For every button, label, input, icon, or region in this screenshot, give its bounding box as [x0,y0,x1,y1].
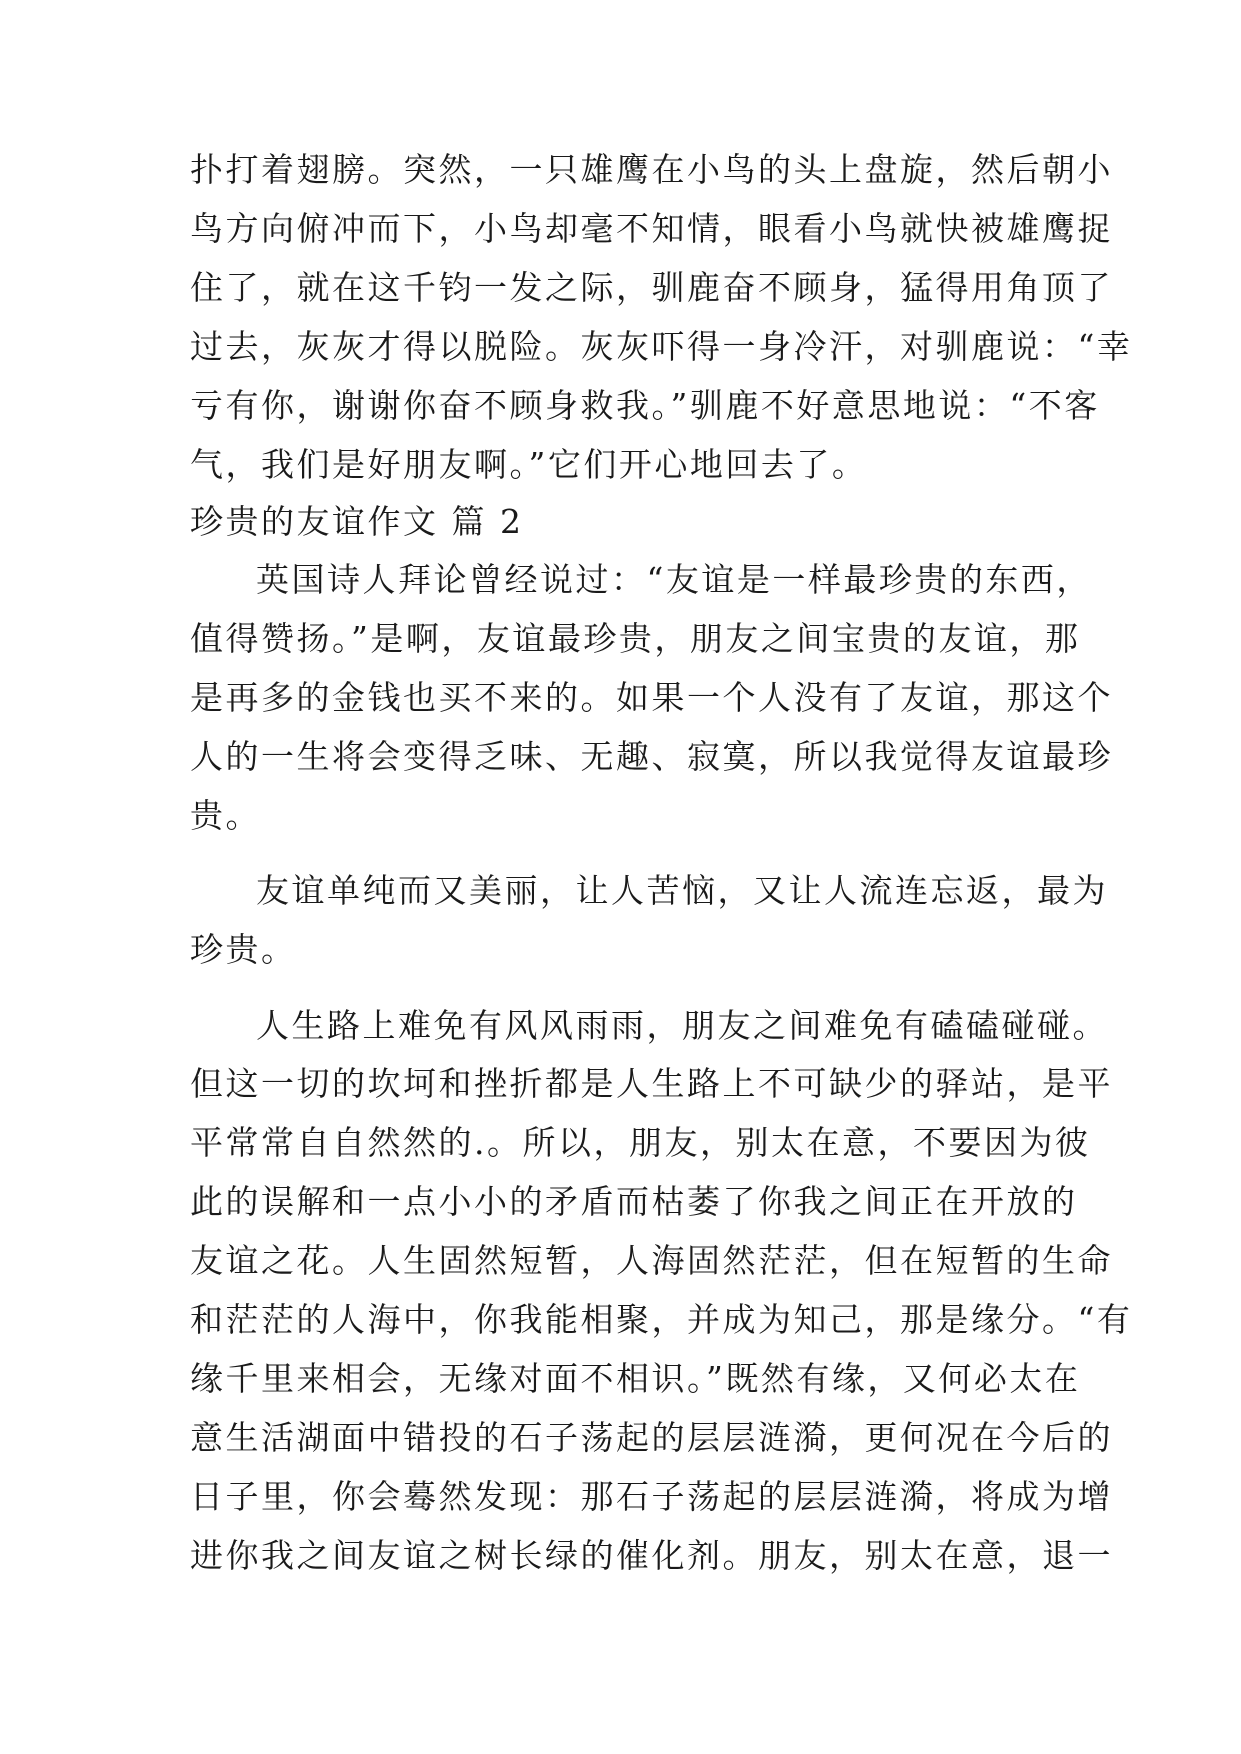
text-line: 人的一生将会变得乏味、无趣、寂寞，所以我觉得友谊最珍 [190,737,1113,776]
text-line: 亏有你，谢谢你奋不顾身救我。”驯鹿不好意思地说：“不客 [190,386,1100,425]
text-line: 住了，就在这千钧一发之际，驯鹿奋不顾身，猛得用角顶了 [190,268,1113,307]
section-heading: 珍贵的友谊作文 篇 2 [190,502,524,541]
text-line: 贵。 [190,796,261,835]
text-line: 和茫茫的人海中，你我能相聚，并成为知己，那是缘分。“有 [190,1300,1133,1339]
text-line: 进你我之间友谊之树长绿的催化剂。朋友，别太在意，退一 [190,1536,1113,1575]
text-line: 缘千里来相会，无缘对面不相识。”既然有缘，又何必太在 [190,1359,1081,1398]
text-line: 英国诗人拜论曾经说过：“友谊是一样最珍贵的东西， [256,560,1092,599]
text-line: 气，我们是好朋友啊。”它们开心地回去了。 [190,445,868,484]
text-line: 日子里，你会蓦然发现：那石子荡起的层层涟漪，将成为增 [190,1477,1113,1516]
text-line: 过去，灰灰才得以脱险。灰灰吓得一身冷汗，对驯鹿说：“幸 [190,327,1133,366]
text-line: 平常常自自然然的.。所以，朋友，别太在意，不要因为彼 [190,1123,1091,1162]
text-line: 意生活湖面中错投的石子荡起的层层涟漪，更何况在今后的 [190,1418,1113,1457]
text-line: 但这一切的坎坷和挫折都是人生路上不可缺少的驿站，是平 [190,1064,1113,1103]
text-line: 值得赞扬。”是啊，友谊最珍贵，朋友之间宝贵的友谊，那 [190,619,1081,658]
text-line: 鸟方向俯冲而下，小鸟却毫不知情，眼看小鸟就快被雄鹰捉 [190,209,1113,248]
text-line: 珍贵。 [190,930,297,969]
text-line: 友谊之花。人生固然短暂，人海固然茫茫，但在短暂的生命 [190,1241,1113,1280]
text-line: 友谊单纯而又美丽，让人苦恼，又让人流连忘返，最为 [256,871,1108,910]
text-line: 人生路上难免有风风雨雨，朋友之间难免有磕磕碰碰。 [256,1006,1108,1045]
text-line: 扑打着翅膀。突然，一只雄鹰在小鸟的头上盘旋，然后朝小 [190,150,1113,189]
text-line: 是再多的金钱也买不来的。如果一个人没有了友谊，那这个 [190,678,1113,717]
text-line: 此的误解和一点小小的矛盾而枯萎了你我之间正在开放的 [190,1182,1078,1221]
